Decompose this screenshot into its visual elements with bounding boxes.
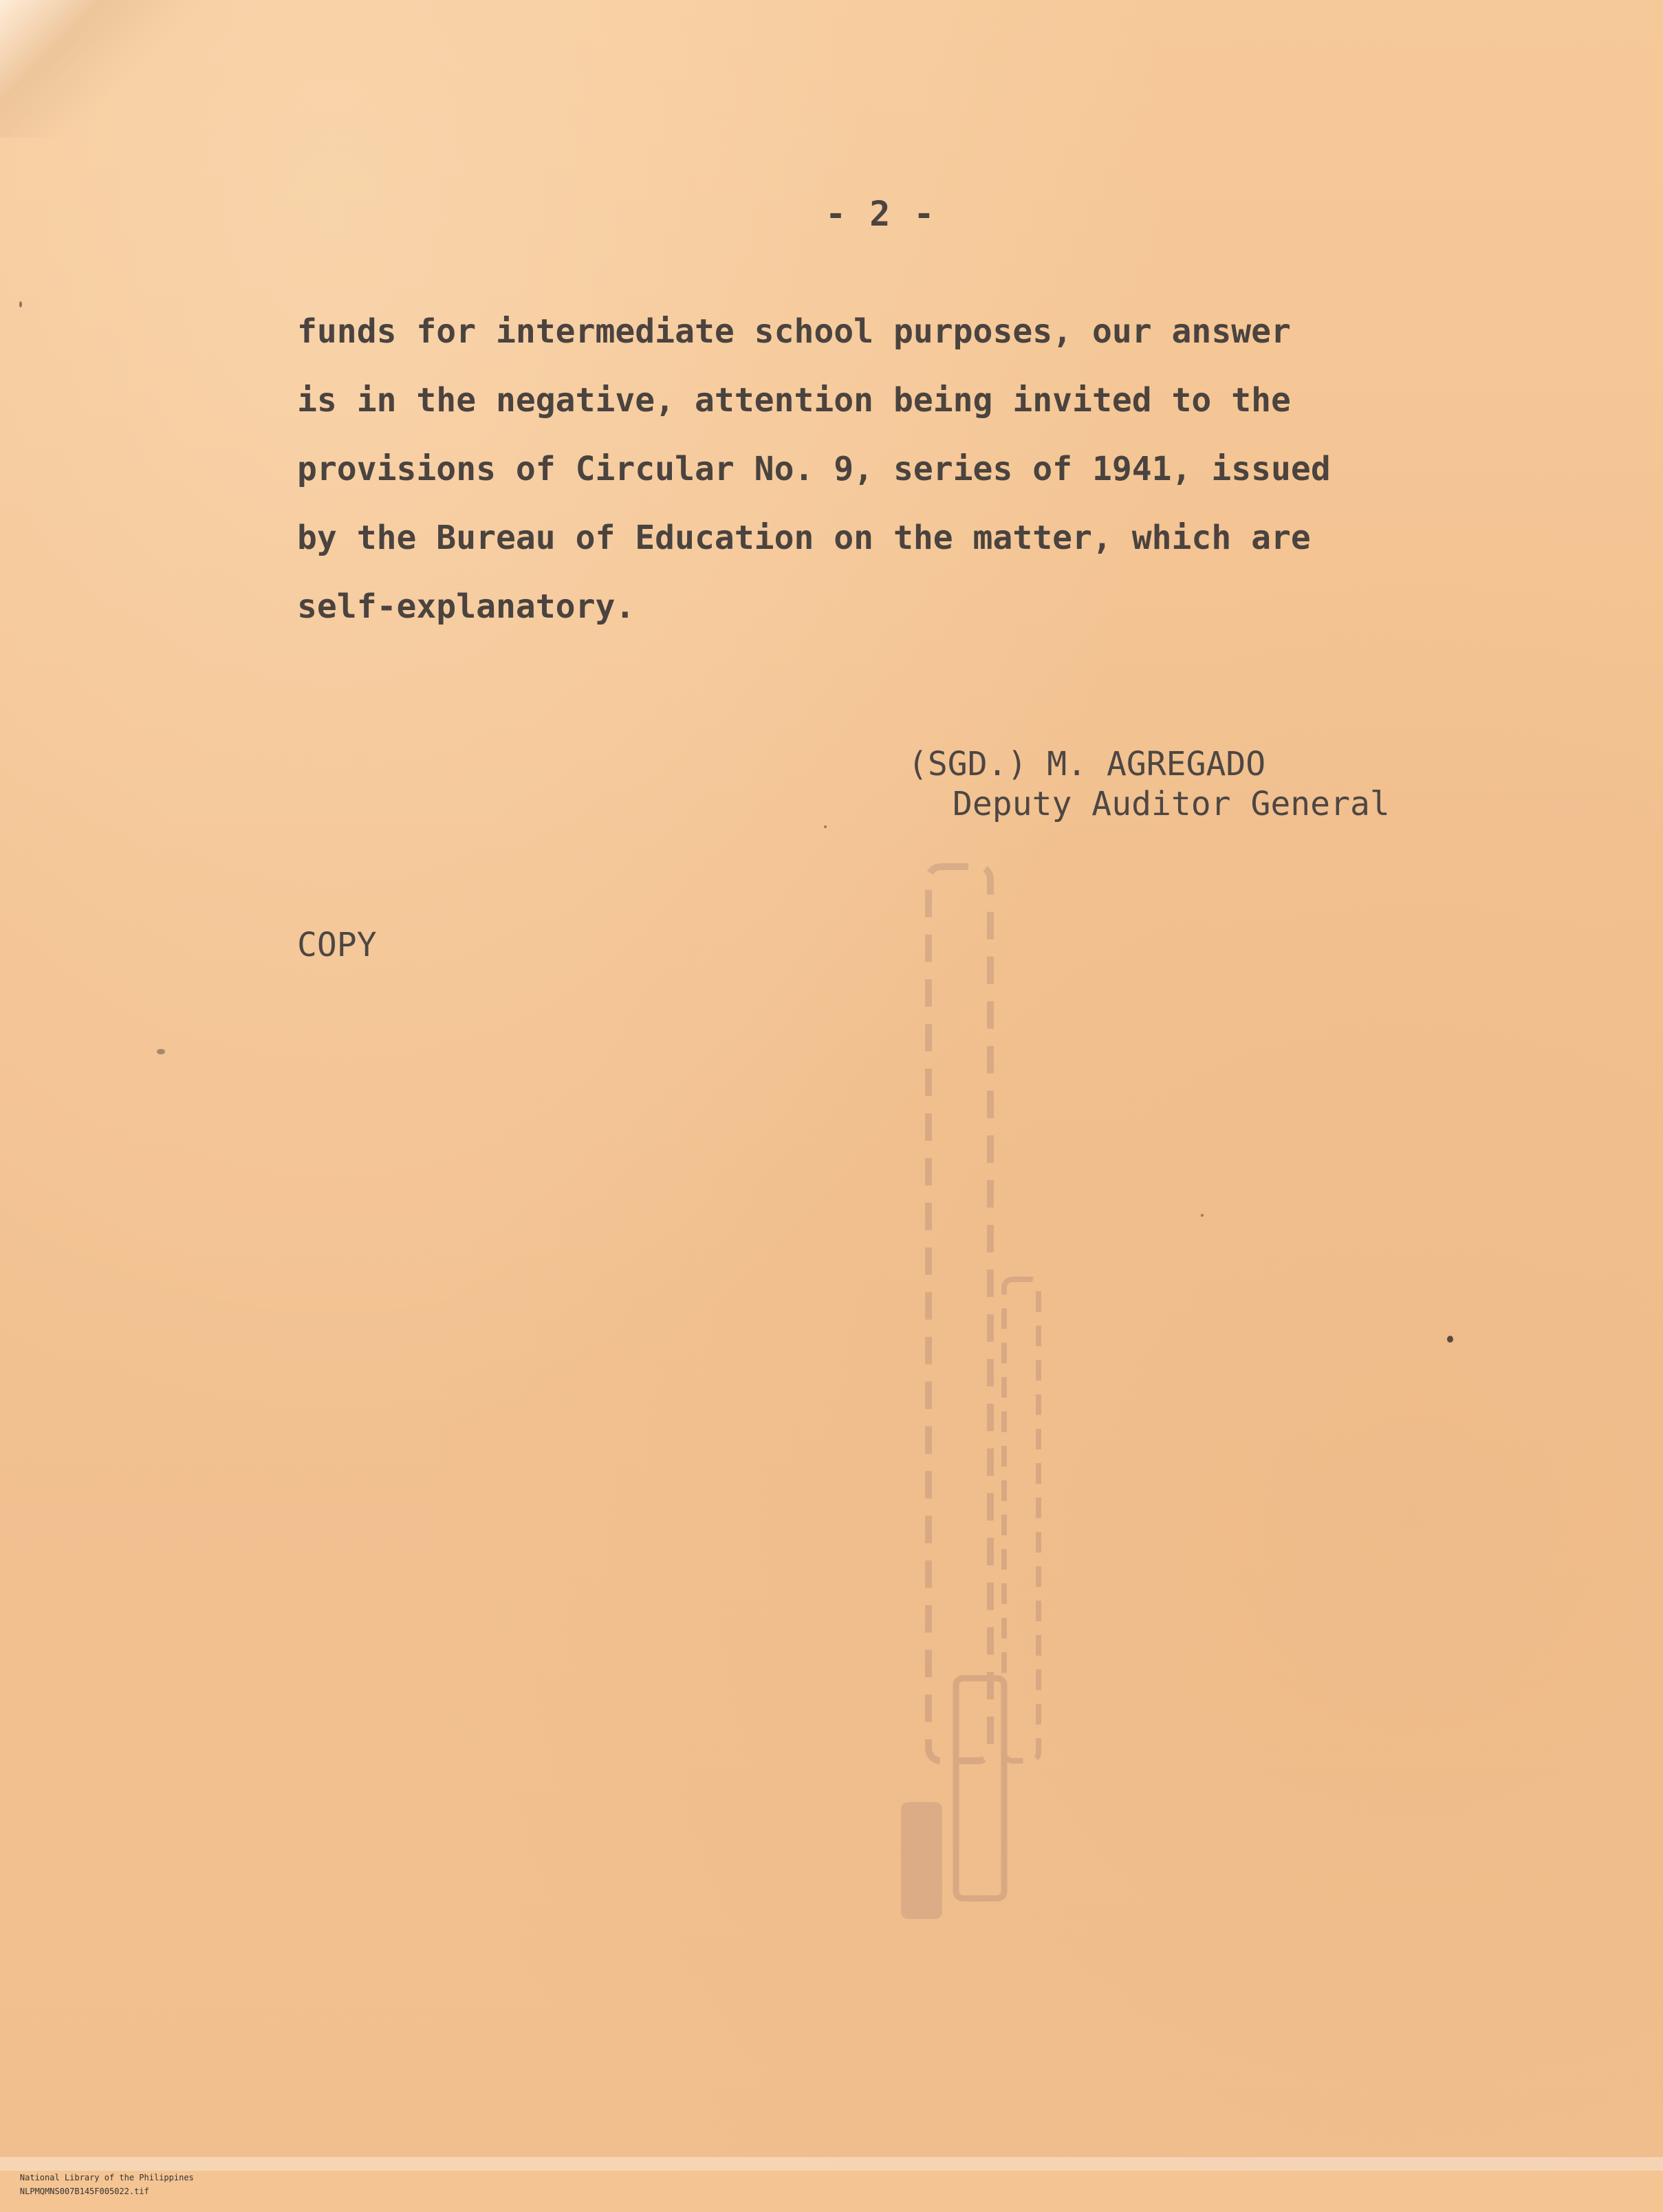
paper-speck: [1201, 1214, 1204, 1217]
body-line: funds for intermediate school purposes, our answer: [297, 312, 1291, 351]
archive-footer: [0, 2157, 1663, 2196]
page-number: - 2 -: [825, 194, 936, 234]
paper-speck: [824, 825, 827, 828]
paper-speck: [19, 301, 22, 307]
torn-corner: [0, 0, 206, 138]
paper-speck: [157, 1049, 165, 1054]
faded-rubber-stamp: [887, 853, 1066, 1947]
body-line: by the Bureau of Education on the matter, which are: [297, 519, 1311, 557]
archive-name: National Library of the Philippines: [19, 2173, 194, 2182]
paper-speck: [1447, 1336, 1453, 1343]
body-paragraph: [297, 297, 1398, 641]
body-line: self-explanatory.: [297, 587, 635, 626]
signature-block: [908, 744, 1458, 824]
signatory-title: Deputy Auditor General: [953, 785, 1390, 823]
archive-file-id: NLPMQMNS007B145F005022.tif: [19, 2187, 149, 2196]
copy-label: COPY: [297, 926, 377, 964]
body-line: provisions of Circular No. 9, series of 1941, issued: [297, 450, 1331, 488]
signatory-name: (SGD.) M. AGREGADO: [908, 745, 1266, 783]
body-line: is in the negative, attention being invited to the: [297, 381, 1291, 420]
